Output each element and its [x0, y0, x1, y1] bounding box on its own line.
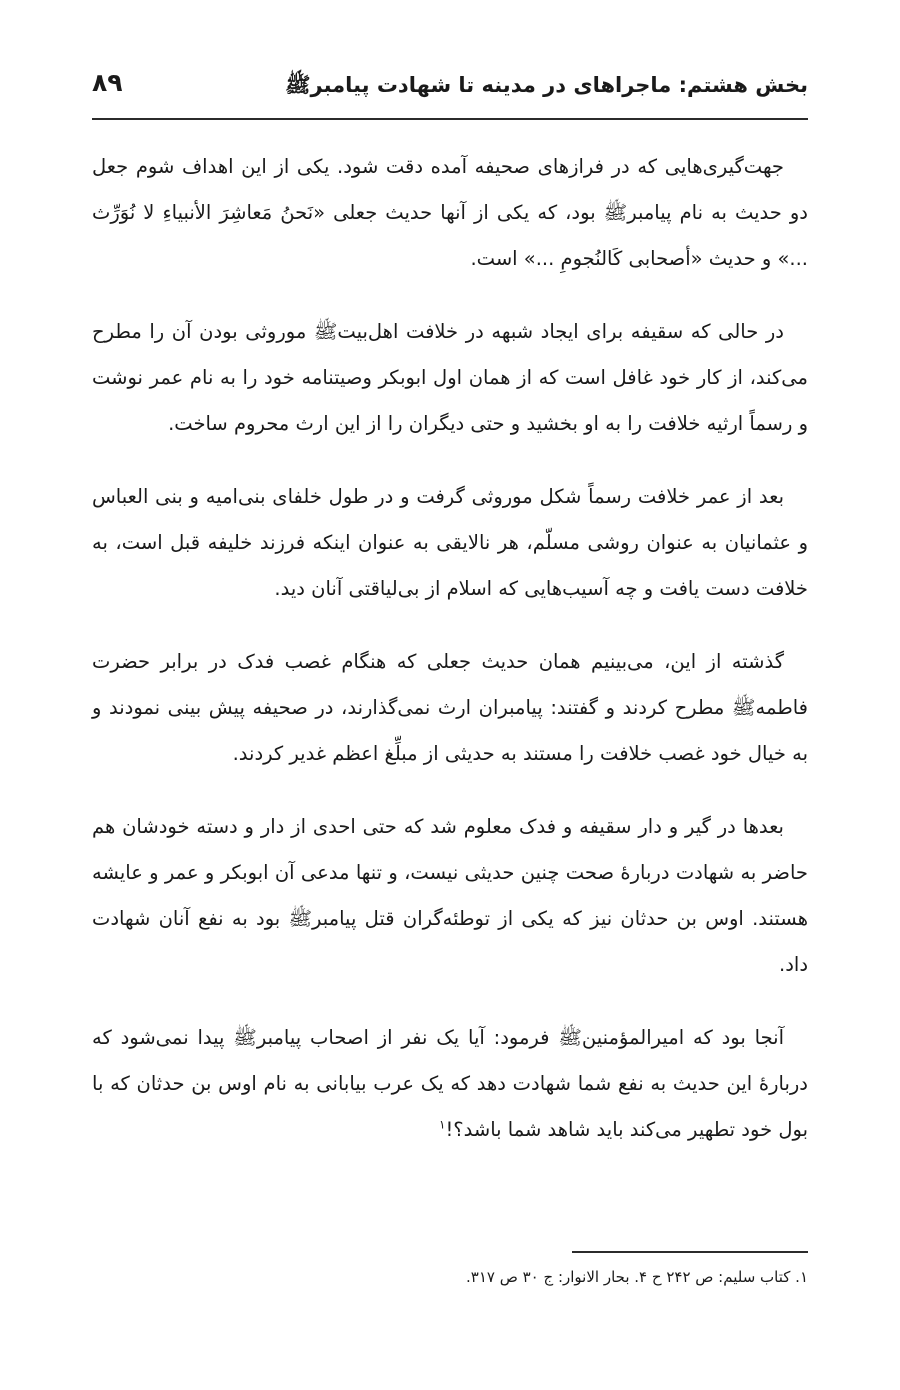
- body-text: [92, 144, 808, 1180]
- page-number: ۸۹: [92, 68, 123, 97]
- paragraph-6: [92, 1015, 808, 1153]
- paragraph-4-text: گذشته از این، می‌بینیم همان حدیث جعلی که هنگام غصب فدک در برابر حضرت فاطمهﷺ مطرح کردند و گفتند: پیامبران ارث نمی‌گذارند، در صحیفه پیش بینی نمودند و به خیال خود غصب خلافت را مستند به حدیثی از مبلِّغ اعظم غدیر کردند.: [92, 650, 808, 765]
- paragraph-3: [92, 474, 808, 612]
- book-page: [92, 0, 808, 1390]
- paragraph-4: [92, 639, 808, 777]
- paragraph-5-text: بعدها در گیر و دار سقیفه و فدک معلوم شد که حتی احدی از دار و دسته خودشان هم حاضر به شهادت دربارۀ صحت چنین حدیثی نیست، و تنها مدعی آن ابوبکر و عمر و عایشه هستند. اوس بن حدثان نیز که یکی از توطئه‌گران قتل پیامبرﷺ بود به نفع آنان شهادت داد.: [92, 815, 808, 976]
- paragraph-5: [92, 804, 808, 988]
- running-header: [92, 66, 808, 120]
- footnote-separator: [572, 1251, 808, 1253]
- paragraph-1: [92, 144, 808, 282]
- paragraph-2: [92, 309, 808, 447]
- footnote-marker[interactable]: ۱: [439, 1117, 446, 1132]
- chapter-title: بخش هشتم: ماجراهای در مدینه تا شهادت پیامبرﷺ: [285, 73, 808, 97]
- paragraph-3-text: بعد از عمر خلافت رسماً شکل موروثی گرفت و در طول خلفای بنی‌امیه و بنی العباس و عثمانیان به عنوان روشی مسلّم، هر نالایقی به عنوان اینکه فرزند خلیفه قبل است، به خلافت دست یافت و چه آسیب‌هایی که اسلام از بی‌لیاقتی آنان دید.: [92, 485, 808, 600]
- paragraph-2-text: در حالی که سقیفه برای ایجاد شبهه در خلافت اهل‌بیتﷺ موروثی بودن آن را مطرح می‌کند، از کار خود غافل است که از همان اول ابوبکر وصیتنامه خود را به نام عمر نوشت و رسماً ارثیه خلافت را به او بخشید و حتی دیگران را از این ارث محروم ساخت.: [92, 320, 808, 435]
- footnote: ۱. کتاب سلیم: ص ۲۴۲ ح ۴. بحار الانوار: ج ۳۰ ص ۳۱۷.: [465, 1268, 808, 1286]
- paragraph-1-text: جهت‌گیری‌هایی که در فرازهای صحیفه آمده دقت شود. یکی از این اهداف شوم جعل دو حدیث به نام پیامبرﷺ بود، که یکی از آنها حدیث جعلی «نَحنُ مَعاشِرَ الأنبیاءِ لا نُوَرِّث ...» و حدیث «أصحابی کَالنُجومِ ...» است.: [92, 155, 808, 270]
- paragraph-6-text: آنجا بود که امیرالمؤمنینﷺ فرمود: آیا یک نفر از اصحاب پیامبرﷺ پیدا نمی‌شود که دربارۀ این حدیث به نفع شما شهادت دهد که یک عرب بیابانی به نام اوس بن حدثان که با بول خود تطهیر می‌کند باید شاهد شما باشد؟!: [92, 1026, 808, 1141]
